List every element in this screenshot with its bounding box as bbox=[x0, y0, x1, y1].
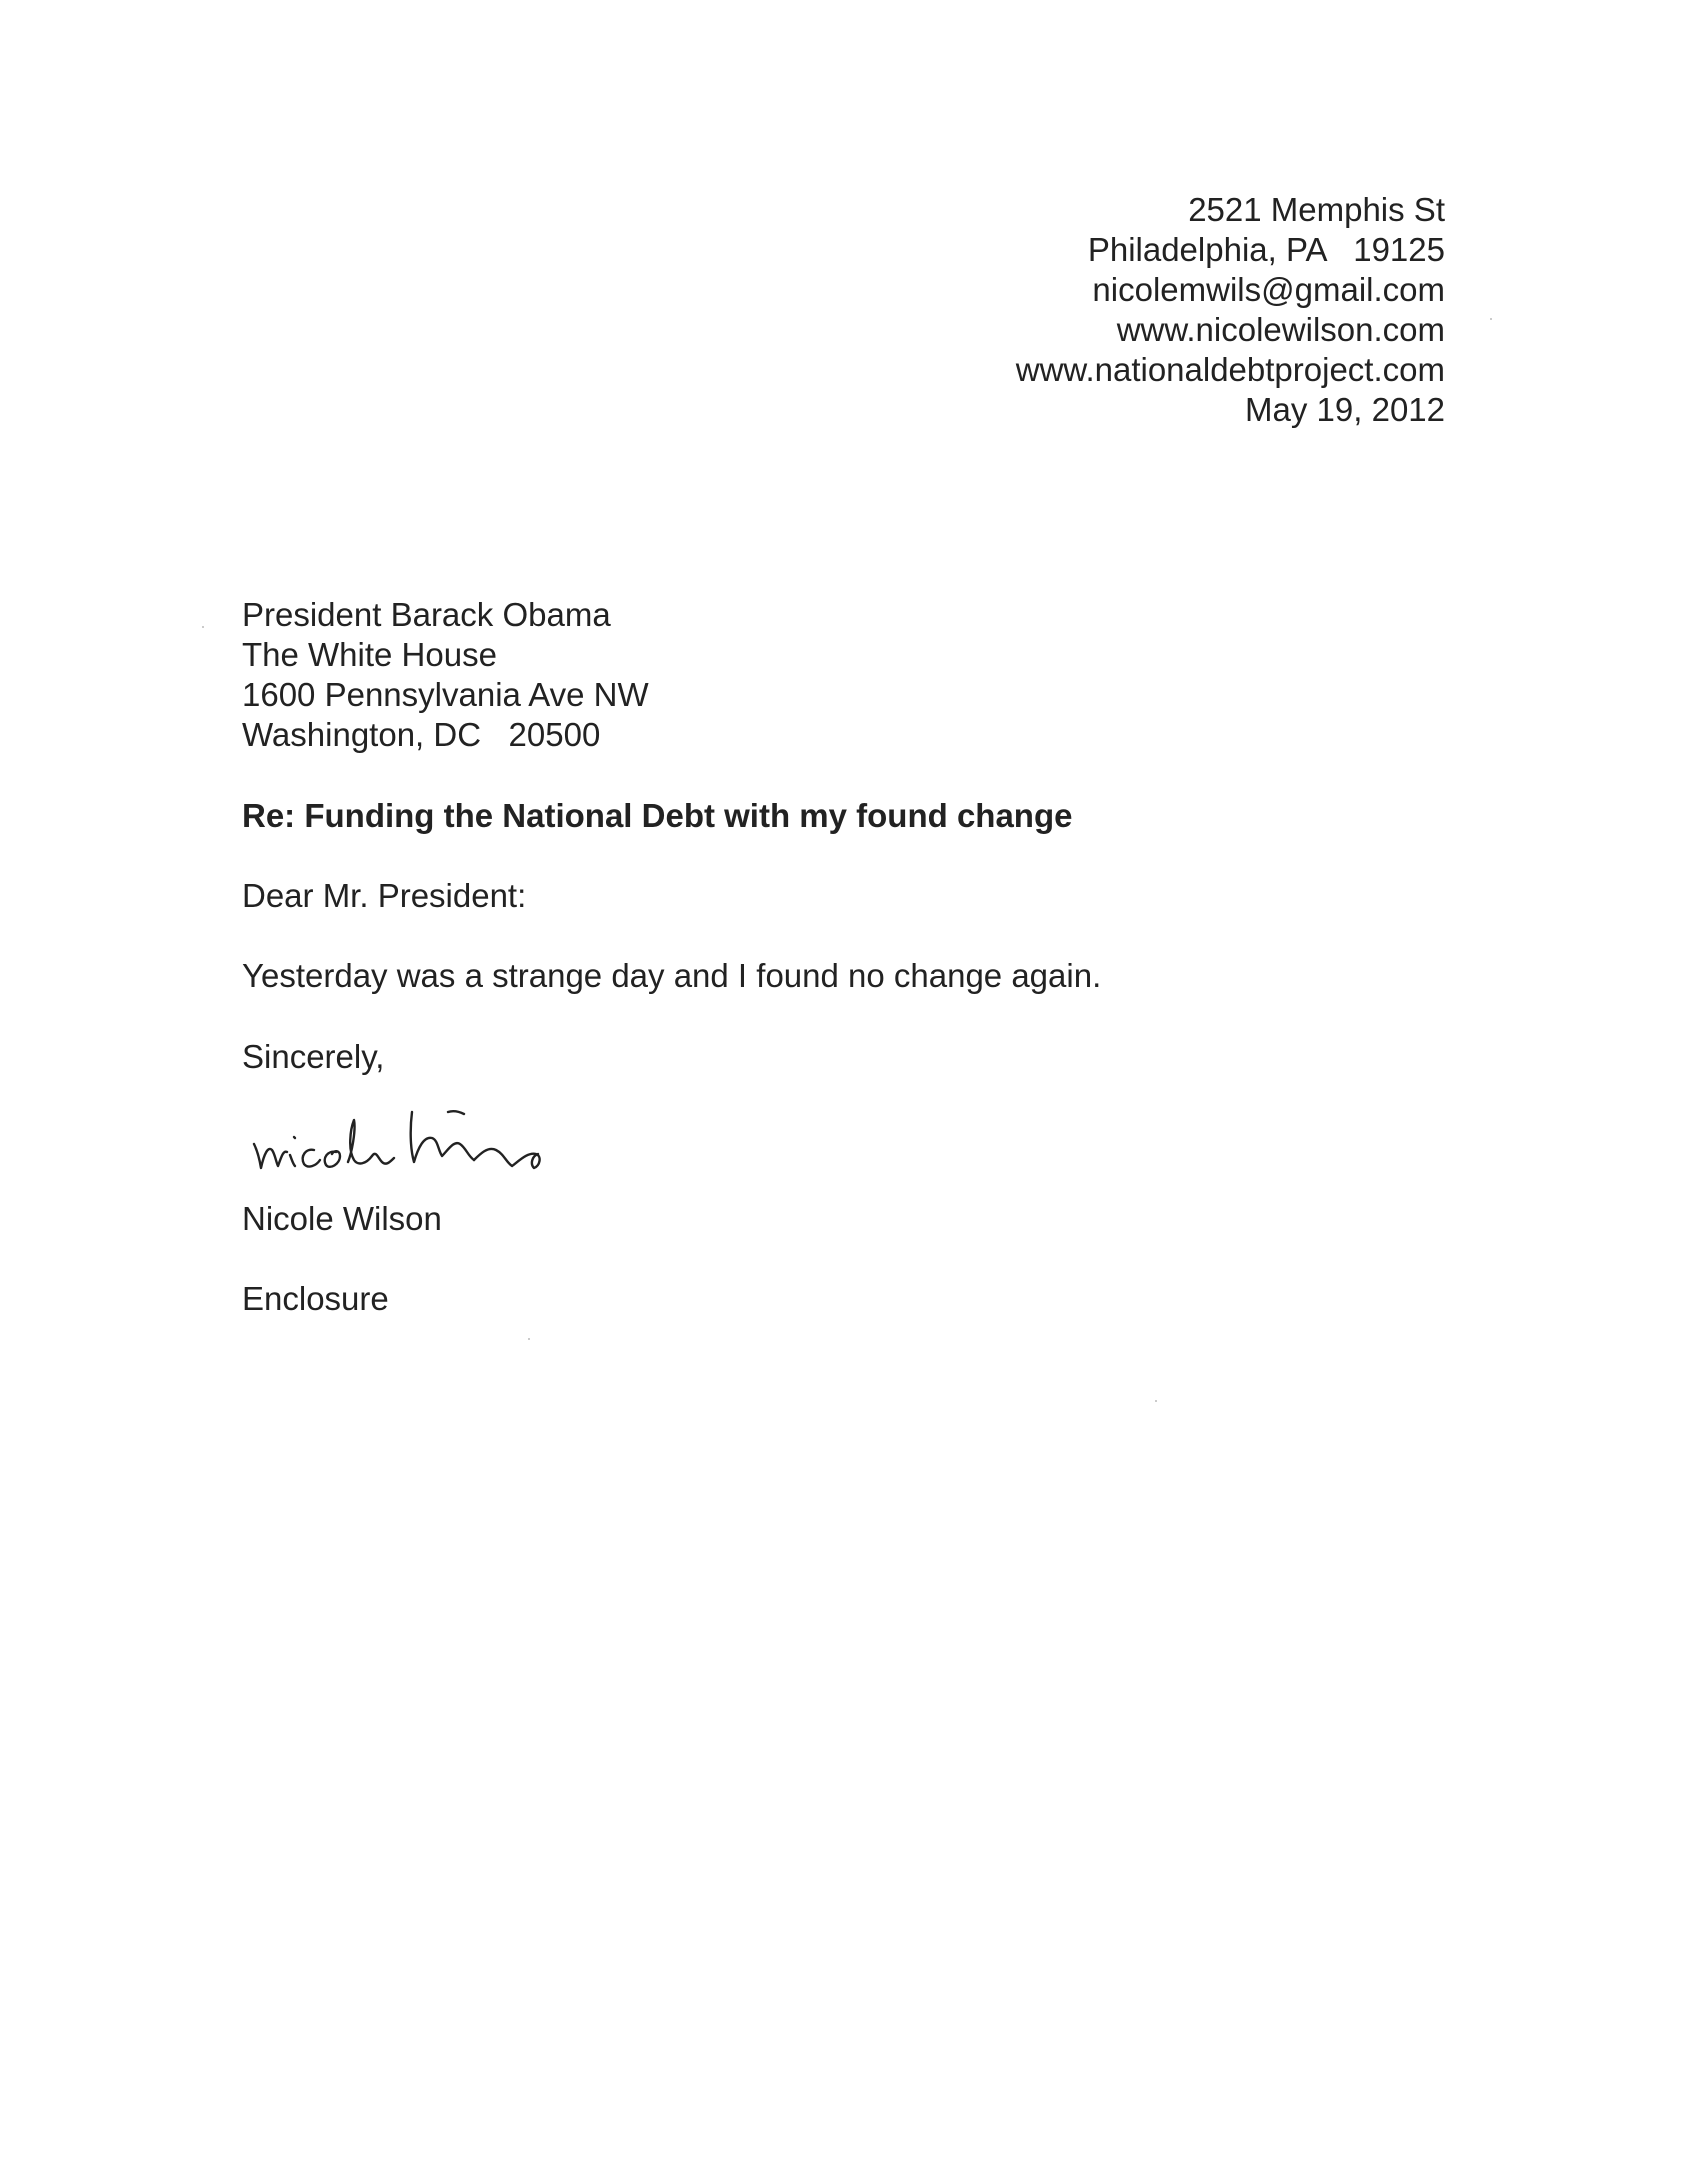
sender-street: 2521 Memphis St bbox=[1188, 191, 1445, 228]
scan-speck bbox=[528, 1338, 530, 1340]
recipient-organization: The White House bbox=[242, 636, 497, 673]
subject-line: Re: Funding the National Debt with my found change bbox=[242, 797, 1073, 834]
closing: Sincerely, bbox=[242, 1038, 385, 1075]
recipient-address-block bbox=[242, 595, 649, 755]
scan-speck bbox=[1155, 1400, 1157, 1402]
recipient-name: President Barack Obama bbox=[242, 596, 611, 633]
recipient-city-state-zip: Washington, DC 20500 bbox=[242, 716, 601, 753]
scan-speck bbox=[202, 626, 204, 628]
letter-date: May 19, 2012 bbox=[1245, 391, 1445, 428]
recipient-street: 1600 Pennsylvania Ave NW bbox=[242, 676, 649, 713]
salutation: Dear Mr. President: bbox=[242, 877, 527, 914]
sender-city-state-zip: Philadelphia, PA 19125 bbox=[1087, 231, 1445, 268]
signer-name: Nicole Wilson bbox=[242, 1200, 442, 1237]
sender-website-1: www.nicolewilson.com bbox=[1116, 311, 1445, 348]
enclosure-note: Enclosure bbox=[242, 1280, 389, 1317]
handwritten-signature bbox=[248, 1092, 618, 1182]
scan-speck bbox=[1490, 318, 1492, 320]
sender-address-block bbox=[1016, 190, 1445, 430]
body-paragraph: Yesterday was a strange day and I found no change again. bbox=[242, 957, 1102, 994]
sender-email: nicolemwils@gmail.com bbox=[1092, 271, 1445, 308]
sender-website-2: www.nationaldebtproject.com bbox=[1015, 351, 1445, 388]
